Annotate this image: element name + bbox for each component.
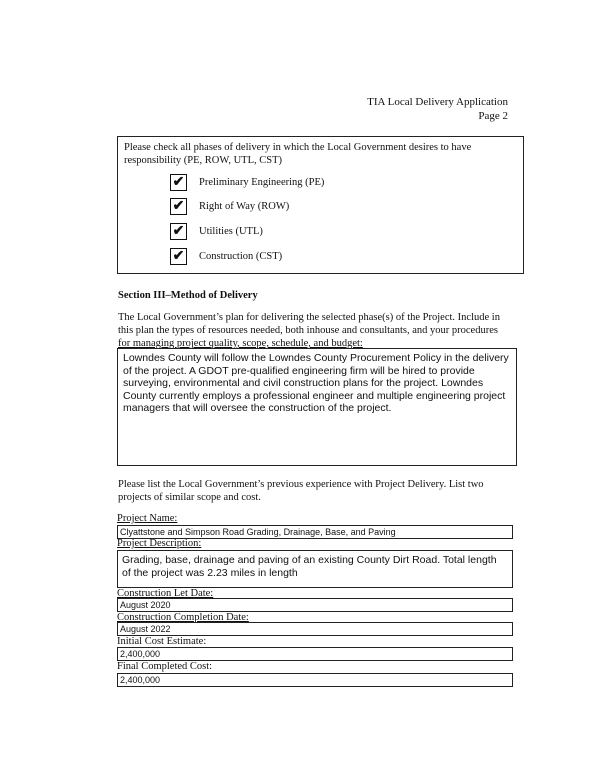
check-mark-icon: ✔ — [172, 198, 185, 214]
final-cost-field[interactable]: 2,400,000 — [117, 673, 513, 687]
initial-cost-label: Initial Cost Estimate: — [117, 636, 207, 647]
checkbox-row[interactable] — [170, 198, 187, 215]
phase-row-row[interactable] — [170, 198, 289, 215]
experience-prompt-line: projects of similar scope and cost. — [118, 492, 261, 503]
completion-date-field[interactable]: August 2022 — [117, 622, 513, 636]
checkbox-utl[interactable] — [170, 223, 187, 240]
section-title: Section III–Method of Delivery — [118, 290, 258, 301]
final-cost-label: Final Completed Cost: — [117, 661, 213, 672]
method-answer-text: Lowndes County will follow the Lowndes County Procurement Policy in the delivery of the project. A GDOT pre-qualified engineering firm will be hired to provide surveying, environmental and civil construction plans for the project. Lowndes County currently employs a professional engineer and multiple engineering project managers that will oversee the construction of the project. — [123, 352, 509, 414]
phase-selection-box — [117, 136, 524, 274]
phase-row-pe[interactable] — [170, 174, 324, 191]
project-description-field[interactable]: Grading, base, drainage and paving of an existing County Dirt Road. Total length of the project was 2.23 miles in length — [117, 550, 513, 588]
method-intro-line: this plan the types of resources needed, both inhouse and consultants, and your procedures — [118, 325, 498, 336]
checkbox-cst[interactable] — [170, 248, 187, 265]
page-header — [367, 95, 508, 123]
check-mark-icon: ✔ — [172, 223, 185, 239]
project-description-label: Project Description: — [117, 538, 202, 549]
method-intro-line: for managing project quality, scope, schedule, and budget: — [118, 338, 363, 349]
initial-cost-field[interactable]: 2,400,000 — [117, 647, 513, 661]
completion-date-label: Construction Completion Date: — [117, 612, 249, 623]
phase-row-utl[interactable] — [170, 223, 263, 240]
application-title: TIA Local Delivery Application — [367, 96, 508, 108]
check-mark-icon: ✔ — [172, 174, 185, 190]
method-answer-box[interactable] — [117, 348, 517, 466]
checkbox-pe[interactable] — [170, 174, 187, 191]
phase-label-pe: Preliminary Engineering (PE) — [199, 177, 325, 188]
project-name-field[interactable]: Clyattstone and Simpson Road Grading, Drainage, Base, and Paving — [117, 525, 513, 539]
experience-prompt-line: Please list the Local Government’s previous experience with Project Delivery. List two — [118, 479, 484, 490]
experience-prompt — [118, 478, 508, 504]
check-mark-icon: ✔ — [172, 248, 185, 264]
let-date-label: Construction Let Date: — [117, 588, 214, 599]
let-date-field[interactable]: August 2020 — [117, 598, 513, 612]
method-intro-line: The Local Government’s plan for delivering the selected phase(s) of the Project. Include in — [118, 312, 500, 323]
phase-label-utl: Utilities (UTL) — [199, 226, 263, 237]
phase-row-cst[interactable] — [170, 248, 282, 265]
phase-prompt: Please check all phases of delivery in which the Local Government desires to have responsibility (PE, ROW, UTL, CST) — [124, 142, 472, 166]
method-intro — [118, 311, 508, 350]
phase-label-row: Right of Way (ROW) — [199, 201, 290, 212]
phase-label-cst: Construction (CST) — [199, 251, 283, 262]
project-name-label: Project Name: — [117, 513, 178, 524]
page-number: Page 2 — [478, 110, 508, 122]
